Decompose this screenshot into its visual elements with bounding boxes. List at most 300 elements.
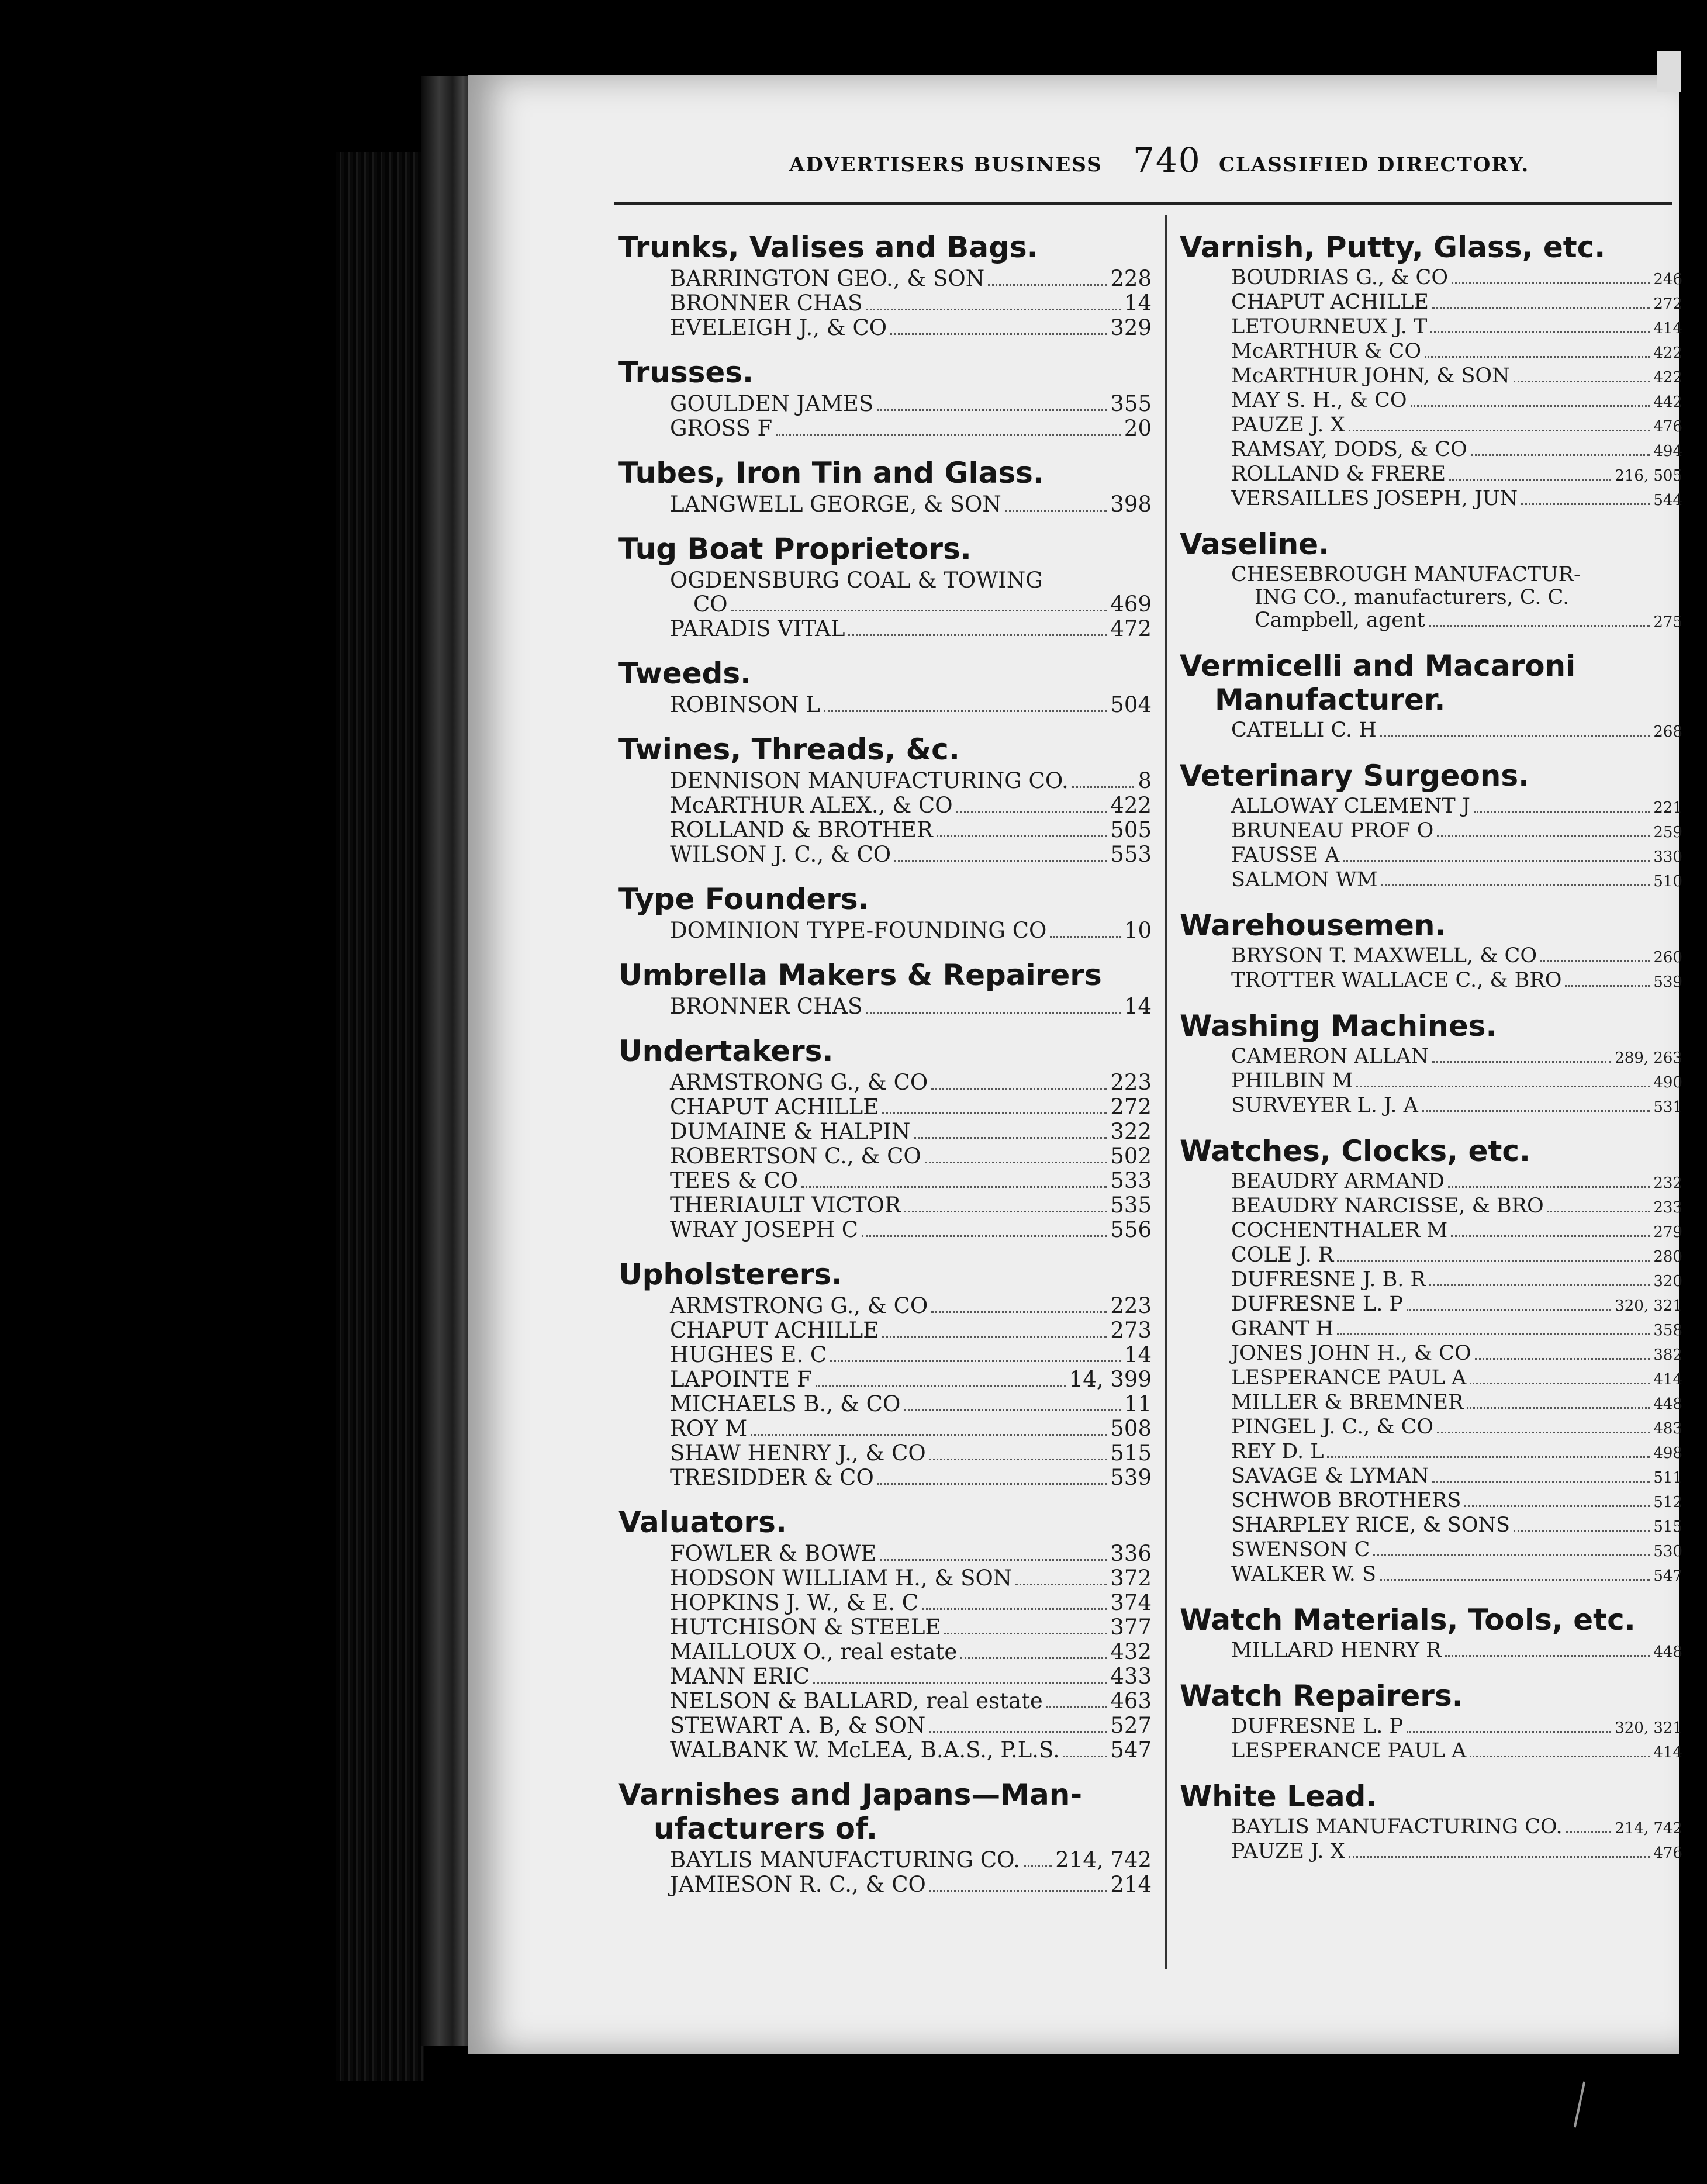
entry-name: WALKER W. S — [1231, 1563, 1377, 1586]
entry-page: 377 — [1110, 1615, 1152, 1640]
entry-page: 502 — [1110, 1143, 1152, 1169]
entry-name: HUGHES E. C — [670, 1342, 827, 1367]
directory-entry — [1231, 969, 1682, 994]
dot-leader — [1452, 282, 1650, 284]
entry-page: 505 — [1110, 817, 1152, 842]
directory-entry — [1231, 1045, 1682, 1070]
entry-list — [1180, 1639, 1682, 1664]
entry-page: 448 — [1653, 1395, 1682, 1413]
entry-name: CO — [693, 592, 728, 617]
entry-list — [618, 267, 1152, 340]
entry-page: 498 — [1653, 1445, 1682, 1462]
entry-page: 214, 742 — [1615, 1820, 1682, 1837]
entry-page: 469 — [1110, 592, 1152, 617]
entry-name: DUMAINE & HALPIN — [670, 1119, 911, 1144]
entry-page: 223 — [1110, 1070, 1152, 1095]
dot-leader — [929, 1459, 1107, 1460]
category-section — [1180, 908, 1682, 994]
category-heading — [618, 656, 1152, 690]
entry-name: SALMON WM — [1231, 868, 1378, 891]
directory-entry — [1231, 365, 1682, 389]
category-heading — [1180, 1134, 1682, 1168]
entry-list — [1180, 1715, 1682, 1764]
entry-list — [618, 693, 1152, 717]
entry-page: 372 — [1110, 1566, 1152, 1591]
entry-list — [618, 568, 1152, 641]
entry-list — [618, 1294, 1152, 1490]
category-heading — [1180, 649, 1682, 717]
directory-entry — [670, 1713, 1152, 1738]
category-title: Watches, Clocks, etc. — [1180, 1134, 1530, 1168]
dot-leader — [904, 1409, 1121, 1411]
dot-leader — [848, 634, 1107, 636]
entry-page: 556 — [1110, 1217, 1152, 1242]
dot-leader — [1430, 331, 1650, 333]
category-title-continued: ufacturers of. — [654, 1812, 877, 1846]
category-section — [618, 456, 1152, 517]
entry-page: 14 — [1124, 291, 1152, 316]
entry-name: NELSON & BALLARD, real estate — [670, 1688, 1043, 1713]
category-heading — [1180, 1603, 1682, 1637]
dot-leader — [1432, 1481, 1650, 1483]
directory-entry — [670, 492, 1152, 517]
entry-name: BOUDRIAS G., & CO — [1231, 266, 1449, 289]
entry-page: 358 — [1653, 1322, 1682, 1339]
entry-name: DENNISON MANUFACTURING CO. — [670, 768, 1069, 793]
entry-name: ING CO., manufacturers, C. C. — [1255, 586, 1570, 609]
entry-page: 214 — [1110, 1872, 1152, 1897]
entry-page: 530 — [1653, 1543, 1682, 1560]
directory-entry — [1231, 844, 1682, 869]
directory-entry — [670, 793, 1152, 818]
directory-entry — [1231, 463, 1682, 488]
directory-entry — [670, 1615, 1152, 1640]
entry-name: PINGEL J. C., & CO — [1231, 1415, 1434, 1439]
category-title: Trusses. — [618, 355, 754, 389]
category-heading — [618, 882, 1152, 916]
entry-name: ALLOWAY CLEMENT J — [1231, 794, 1470, 818]
category-title: Umbrella Makers & Repairers — [618, 958, 1102, 992]
entry-page: 472 — [1110, 616, 1152, 641]
dot-leader — [880, 1559, 1107, 1561]
dot-leader — [1445, 1655, 1650, 1657]
directory-entry — [670, 1095, 1152, 1119]
entry-page: 463 — [1110, 1688, 1152, 1713]
entry-name: McARTHUR & CO — [1231, 340, 1422, 363]
dot-leader — [1411, 405, 1650, 407]
entry-page: 382 — [1653, 1346, 1682, 1364]
directory-entry — [1231, 1367, 1682, 1391]
entry-name: ARMSTRONG G., & CO — [670, 1293, 928, 1318]
category-heading — [618, 958, 1152, 992]
directory-entry — [1231, 795, 1682, 820]
directory-entry — [670, 1872, 1152, 1897]
entry-page: 260 — [1653, 949, 1682, 966]
entry-page: 547 — [1653, 1567, 1682, 1585]
entry-page: 320, 321 — [1615, 1297, 1682, 1315]
entry-name: CHESEBROUGH MANUFACTUR- — [1231, 563, 1581, 586]
dot-leader — [1449, 479, 1611, 481]
entry-name: HODSON WILLIAM H., & SON — [670, 1566, 1013, 1591]
entry-name: OGDENSBURG COAL & TOWING — [670, 568, 1043, 593]
directory-entry — [1231, 1244, 1682, 1269]
dot-leader — [1349, 1856, 1650, 1858]
dot-leader — [956, 811, 1107, 813]
header-left: ADVERTISERS BUSINESS — [789, 153, 1103, 177]
entry-page: 233 — [1653, 1199, 1682, 1217]
dot-leader — [1451, 1235, 1650, 1237]
entry-name: COCHENTHALER M — [1231, 1219, 1448, 1242]
dot-leader — [929, 1731, 1107, 1733]
entry-name: GOULDEN JAMES — [670, 391, 874, 416]
directory-entry — [1231, 1465, 1682, 1490]
category-section — [1180, 1009, 1682, 1119]
entry-page: 414 — [1653, 320, 1682, 337]
dot-leader — [1565, 985, 1650, 987]
dot-leader — [751, 1434, 1107, 1436]
dot-leader — [929, 1890, 1107, 1892]
directory-entry — [670, 416, 1152, 441]
category-title: Veterinary Surgeons. — [1180, 759, 1530, 793]
entry-page: 539 — [1110, 1465, 1152, 1490]
entry-page: 490 — [1653, 1074, 1682, 1091]
entry-name: LETOURNEUX J. T — [1231, 315, 1428, 338]
entry-name: DOMINION TYPE-FOUNDING CO — [670, 918, 1047, 943]
page-fragment — [1657, 51, 1681, 92]
entry-page: 275 — [1653, 613, 1682, 631]
entry-name: PAUZE J. X — [1231, 413, 1345, 437]
entry-list — [1180, 945, 1682, 994]
directory-entry — [1231, 1539, 1682, 1563]
entry-name: REY D. L — [1231, 1440, 1324, 1463]
entry-page: 512 — [1653, 1494, 1682, 1511]
entry-page: 14 — [1124, 1342, 1152, 1367]
dot-leader — [1475, 1358, 1650, 1360]
entry-name: TRESIDDER & CO — [670, 1465, 874, 1490]
entry-page: 374 — [1110, 1590, 1152, 1615]
directory-entry — [670, 568, 1152, 592]
directory-entry — [1231, 1840, 1682, 1865]
dot-leader — [1429, 1284, 1650, 1286]
dot-leader — [731, 610, 1107, 611]
dot-leader — [1464, 1505, 1650, 1507]
entry-page: 494 — [1653, 443, 1682, 460]
directory-entry — [670, 617, 1152, 641]
dot-leader — [776, 434, 1121, 436]
dot-leader — [1437, 1432, 1650, 1433]
directory-entry — [1231, 609, 1682, 634]
category-title: Tubes, Iron Tin and Glass. — [618, 456, 1044, 490]
dot-leader — [1407, 1731, 1611, 1733]
dot-leader — [830, 1360, 1121, 1362]
category-section — [1180, 1603, 1682, 1664]
entry-name: McARTHUR ALEX., & CO — [670, 793, 953, 818]
entry-name: WRAY JOSEPH C — [670, 1217, 859, 1242]
directory-entry — [1231, 316, 1682, 340]
entry-name: FAUSSE A — [1231, 844, 1340, 867]
entry-page: 268 — [1653, 723, 1682, 741]
entry-page: 527 — [1110, 1713, 1152, 1738]
directory-entry — [670, 1591, 1152, 1615]
entry-page: 511 — [1653, 1469, 1682, 1487]
directory-entry — [670, 1392, 1152, 1416]
category-title: Varnish, Putty, Glass, etc. — [1180, 230, 1606, 264]
entry-page: 20 — [1124, 416, 1152, 441]
directory-entry — [1231, 1514, 1682, 1539]
entry-name: ARMSTRONG G., & CO — [670, 1070, 928, 1095]
category-section — [618, 882, 1152, 943]
directory-entry — [1231, 820, 1682, 844]
directory-entry — [1231, 1391, 1682, 1416]
entry-list — [1180, 1170, 1682, 1588]
category-section — [618, 1778, 1152, 1897]
directory-entry — [670, 1689, 1152, 1713]
entry-name: JONES JOHN H., & CO — [1231, 1342, 1471, 1365]
entry-name: PAUZE J. X — [1231, 1840, 1345, 1863]
dot-leader — [1050, 936, 1121, 938]
entry-page: 448 — [1653, 1643, 1682, 1661]
directory-entry — [670, 1193, 1152, 1218]
dot-leader — [914, 1137, 1107, 1139]
category-heading — [1180, 230, 1682, 264]
directory-entry — [1231, 488, 1682, 512]
entry-page: 232 — [1653, 1174, 1682, 1192]
entry-name: THERIAULT VICTOR — [670, 1193, 901, 1218]
book-spine-edge — [336, 152, 424, 2081]
dot-leader — [1063, 1756, 1107, 1757]
dot-leader — [1373, 1554, 1650, 1556]
entry-page: 547 — [1110, 1737, 1152, 1763]
entry-name: BRONNER CHAS — [670, 994, 863, 1019]
entry-page: 539 — [1653, 973, 1682, 991]
directory-entry — [670, 818, 1152, 842]
directory-entry — [670, 693, 1152, 717]
category-section — [1180, 1779, 1682, 1865]
dot-leader — [1380, 735, 1650, 737]
directory-entry — [670, 1640, 1152, 1664]
category-heading — [618, 1778, 1152, 1846]
directory-entry — [1231, 1740, 1682, 1764]
entry-list — [618, 918, 1152, 943]
category-title-continued: Manufacturer. — [1215, 683, 1446, 717]
entry-page: 483 — [1653, 1420, 1682, 1437]
category-title: Upholsterers. — [618, 1257, 843, 1291]
category-heading — [1180, 759, 1682, 793]
entry-name: McARTHUR JOHN, & SON — [1231, 364, 1510, 388]
entry-page: 422 — [1110, 793, 1152, 818]
category-section — [618, 732, 1152, 867]
category-heading — [1180, 908, 1682, 942]
category-section — [1180, 230, 1682, 512]
dot-leader — [1471, 454, 1650, 456]
category-section — [618, 355, 1152, 441]
entry-name: STEWART A. B, & SON — [670, 1713, 926, 1738]
entry-name: SWENSON C — [1231, 1538, 1370, 1561]
entry-page: 216, 505 — [1615, 467, 1682, 485]
category-title: Watch Repairers. — [1180, 1679, 1463, 1713]
entry-name: RAMSAY, DODS, & CO — [1231, 438, 1467, 461]
directory-entry — [670, 1416, 1152, 1441]
entry-page: 320, 321 — [1615, 1719, 1682, 1737]
entry-name: BRONNER CHAS — [670, 291, 863, 316]
entry-name: LAPOINTE F — [670, 1367, 812, 1392]
entry-list — [618, 1070, 1152, 1242]
category-section — [618, 1034, 1152, 1242]
entry-name: SHAW HENRY J., & CO — [670, 1440, 926, 1466]
entry-name: CHAPUT ACHILLE — [1231, 291, 1429, 314]
category-section — [618, 1257, 1152, 1490]
entry-page: 531 — [1653, 1098, 1682, 1116]
entry-page: 544 — [1653, 492, 1682, 509]
category-heading — [1180, 1679, 1682, 1713]
dot-leader — [1437, 835, 1650, 837]
directory-entry — [670, 291, 1152, 316]
directory-entry — [1231, 1440, 1682, 1465]
category-title: Type Founders. — [618, 882, 869, 916]
entry-list — [618, 769, 1152, 867]
category-heading — [1180, 1779, 1682, 1813]
entry-page: 553 — [1110, 842, 1152, 867]
directory-entry — [1231, 1715, 1682, 1740]
category-heading — [618, 456, 1152, 490]
entry-page: 272 — [1653, 295, 1682, 313]
directory-entry — [1231, 267, 1682, 291]
directory-entry — [670, 1169, 1152, 1193]
dot-leader — [813, 1682, 1107, 1684]
entry-page: 329 — [1110, 315, 1152, 340]
directory-entry — [670, 1566, 1152, 1591]
dot-leader — [1380, 1579, 1650, 1581]
directory-entry — [670, 994, 1152, 1019]
category-section — [1180, 759, 1682, 893]
directory-entry — [1231, 414, 1682, 438]
dot-leader — [1343, 860, 1650, 862]
entry-name: DUFRESNE L. P — [1231, 1293, 1404, 1316]
entry-name: ROLLAND & FRERE — [1231, 462, 1446, 486]
dot-leader — [1467, 1407, 1650, 1409]
category-section — [1180, 1679, 1682, 1764]
entry-page: 259 — [1653, 824, 1682, 841]
entry-name: DUFRESNE J. B. R — [1231, 1268, 1426, 1291]
entry-name: LANGWELL GEORGE, & SON — [670, 492, 1001, 517]
book-spine — [421, 76, 474, 2046]
entry-list — [1180, 564, 1682, 634]
entry-name: TROTTER WALLACE C., & BRO — [1231, 969, 1562, 992]
entry-name: MILLARD HENRY R — [1231, 1639, 1442, 1662]
category-section — [618, 1505, 1152, 1763]
dot-leader — [925, 1162, 1107, 1163]
category-heading — [1180, 527, 1682, 561]
dot-leader — [1540, 960, 1650, 962]
directory-entry — [1231, 1293, 1682, 1318]
dot-leader — [931, 1088, 1107, 1090]
entry-name: SURVEYER L. J. A — [1231, 1094, 1418, 1117]
dot-leader — [890, 333, 1107, 335]
directory-entry — [1231, 389, 1682, 414]
entry-page: 504 — [1110, 692, 1152, 717]
category-title: Trunks, Valises and Bags. — [618, 230, 1038, 264]
category-title: Valuators. — [618, 1505, 787, 1539]
entry-list — [1180, 719, 1682, 744]
entry-name: SCHWOB BROTHERS — [1231, 1489, 1461, 1512]
directory-entry — [670, 918, 1152, 943]
dot-leader — [931, 1311, 1107, 1313]
dot-leader — [1046, 1706, 1107, 1708]
dot-leader — [1356, 1086, 1650, 1087]
category-section — [1180, 649, 1682, 744]
entry-name: VERSAILLES JOSEPH, JUN — [1231, 487, 1518, 510]
directory-entry — [670, 1318, 1152, 1343]
entry-name: TEES & CO — [670, 1168, 799, 1193]
directory-page — [468, 75, 1682, 2054]
entry-name: BEAUDRY NARCISSE, & BRO — [1231, 1194, 1544, 1218]
directory-entry — [670, 392, 1152, 416]
entry-name: CATELLI C. H — [1231, 718, 1377, 742]
dot-leader — [1432, 1061, 1611, 1063]
dot-leader — [1514, 381, 1650, 382]
entry-name: ROY M — [670, 1416, 748, 1441]
dot-leader — [1429, 625, 1650, 627]
entry-page: 289, 263 — [1615, 1049, 1682, 1067]
directory-entry — [1231, 1639, 1682, 1664]
directory-entry — [1231, 1170, 1682, 1195]
directory-entry — [670, 1441, 1152, 1466]
entry-page: 279 — [1653, 1224, 1682, 1241]
entry-name: MILLER & BREMNER — [1231, 1391, 1464, 1414]
category-section — [618, 656, 1152, 717]
directory-entry — [670, 1218, 1152, 1242]
directory-entry — [1231, 340, 1682, 365]
entry-name: ROBINSON L — [670, 692, 820, 717]
category-heading — [1180, 1009, 1682, 1043]
dot-leader — [904, 1211, 1107, 1212]
dot-leader — [1327, 1456, 1650, 1458]
category-title: Undertakers. — [618, 1034, 834, 1068]
scan-mark — [1574, 2081, 1586, 2127]
entry-list — [618, 1848, 1152, 1897]
dot-leader — [877, 409, 1107, 411]
entry-name: MICHAELS B., & CO — [670, 1391, 901, 1416]
entry-name: GRANT H — [1231, 1317, 1334, 1340]
dot-leader — [937, 835, 1107, 837]
left-column — [618, 215, 1152, 1897]
entry-name: BRYSON T. MAXWELL, & CO — [1231, 944, 1537, 967]
directory-entry — [1231, 291, 1682, 316]
entry-page: 476 — [1653, 418, 1682, 436]
dot-leader — [1470, 1756, 1650, 1757]
entry-page: 14, 399 — [1069, 1367, 1152, 1392]
dot-leader — [1072, 786, 1135, 788]
entry-page: 433 — [1110, 1664, 1152, 1689]
dot-leader — [882, 1112, 1107, 1114]
directory-entry — [670, 1738, 1152, 1763]
header-right: CLASSIFIED DIRECTORY. — [1219, 153, 1530, 177]
dot-leader — [1432, 307, 1650, 309]
entry-name: JAMIESON R. C., & CO — [670, 1872, 926, 1897]
directory-entry — [670, 769, 1152, 793]
category-title: Washing Machines. — [1180, 1009, 1497, 1043]
entry-page: 320 — [1653, 1273, 1682, 1290]
category-title: Varnishes and Japans—Man- — [618, 1778, 1083, 1812]
directory-entry — [670, 842, 1152, 867]
entry-page: 422 — [1653, 369, 1682, 386]
entry-name: BRUNEAU PROF O — [1231, 819, 1434, 842]
dot-leader — [1015, 1584, 1107, 1585]
dot-leader — [1521, 503, 1650, 505]
entry-name: SHARPLEY RICE, & SONS — [1231, 1513, 1511, 1537]
category-section — [618, 958, 1152, 1019]
category-heading — [618, 732, 1152, 766]
